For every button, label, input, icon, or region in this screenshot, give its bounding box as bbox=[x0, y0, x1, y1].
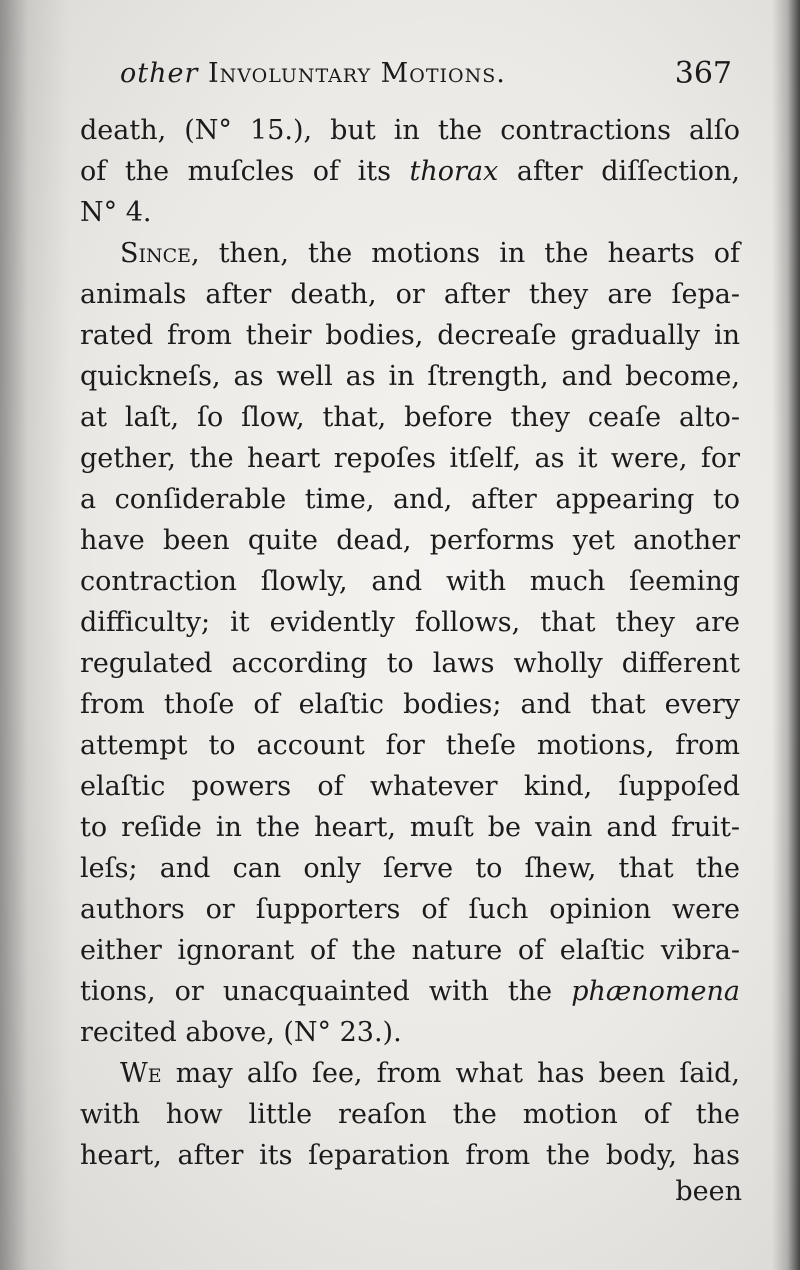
page-edge-shadow bbox=[772, 0, 800, 1270]
text-line bbox=[80, 725, 740, 766]
running-title-italic: other bbox=[120, 58, 199, 89]
text-line bbox=[80, 848, 740, 889]
text-line bbox=[80, 1135, 740, 1176]
line-text: elaſtic powers of whatever kind, ſuppoſed bbox=[80, 771, 740, 802]
line-text: leſs; and can only ſerve to ſhew, that the bbox=[80, 853, 740, 884]
line-text: attempt to account for theſe motions, from bbox=[80, 730, 740, 761]
line-text: at laſt, ſo ſlow, that, before they ceaſe alto- bbox=[80, 402, 740, 433]
italic-term: thorax bbox=[409, 156, 499, 187]
line-text: authors or ſupporters of ſuch opinion were bbox=[80, 894, 740, 925]
text-line bbox=[80, 397, 740, 438]
paragraph-opening-word: Since bbox=[120, 238, 192, 269]
line-text: a conſiderable time, and, after appearing to bbox=[80, 484, 740, 515]
text-line bbox=[80, 561, 740, 602]
line-text: , then, the motions in the hearts of bbox=[191, 238, 740, 269]
page-number: 367 bbox=[674, 56, 732, 91]
line-text: quickneſs, as well as in ſtrength, and become, bbox=[80, 361, 740, 392]
text-line bbox=[80, 192, 740, 233]
text-line bbox=[80, 233, 740, 274]
line-text: have been quite dead, performs yet another bbox=[80, 525, 740, 556]
line-text: tions, or unacquainted with the bbox=[80, 976, 572, 1007]
text-line bbox=[80, 520, 740, 561]
text-line bbox=[80, 602, 740, 643]
text-line bbox=[80, 1012, 740, 1053]
text-line bbox=[80, 110, 740, 151]
text-line bbox=[80, 1053, 740, 1094]
text-line bbox=[80, 315, 740, 356]
text-line bbox=[80, 356, 740, 397]
running-header bbox=[112, 58, 732, 98]
text-line bbox=[80, 643, 740, 684]
line-text: difficulty; it evidently follows, that they are bbox=[80, 607, 740, 638]
line-text: to reſide in the heart, muſt be vain and fruit- bbox=[80, 812, 740, 843]
running-title bbox=[120, 58, 506, 89]
line-text: animals after death, or after they are ſepa- bbox=[80, 279, 740, 310]
spine-shadow bbox=[0, 0, 70, 1270]
text-line bbox=[80, 889, 740, 930]
text-line bbox=[80, 274, 740, 315]
text-line bbox=[80, 1094, 740, 1135]
line-text: death, (N° 15.), but in the contractions alſo bbox=[80, 115, 740, 146]
line-text: recited above, (N° 23.). bbox=[80, 1017, 402, 1048]
text-line bbox=[80, 766, 740, 807]
line-text: rated from their bodies, decreaſe gradually in bbox=[80, 320, 740, 351]
catchword: been bbox=[675, 1176, 742, 1207]
line-text: may alſo ſee, from what has been ſaid, bbox=[161, 1058, 740, 1089]
line-text: N° 4. bbox=[80, 197, 152, 228]
text-line bbox=[80, 971, 740, 1012]
text-line bbox=[80, 151, 740, 192]
line-text: with how little reaſon the motion of the bbox=[80, 1099, 740, 1130]
text-line bbox=[80, 684, 740, 725]
line-text: after diſſection, bbox=[498, 156, 740, 187]
text-line bbox=[80, 807, 740, 848]
running-title-caps: Involuntary Motions. bbox=[207, 58, 506, 89]
line-text: regulated according to laws wholly different bbox=[80, 648, 740, 679]
paragraph-opening-word: We bbox=[120, 1058, 162, 1089]
text-line bbox=[80, 438, 740, 479]
line-text: of the muſcles of its bbox=[80, 156, 410, 187]
text-line bbox=[80, 930, 740, 971]
line-text: either ignorant of the nature of elaſtic vibra- bbox=[80, 935, 740, 966]
line-text: contraction ſlowly, and with much ſeeming bbox=[80, 566, 740, 597]
body-text bbox=[80, 110, 740, 1176]
text-line bbox=[80, 479, 740, 520]
italic-term: phænomena bbox=[571, 976, 740, 1007]
line-text: gether, the heart repoſes itſelf, as it were, for bbox=[80, 443, 740, 474]
line-text: heart, after its ſeparation from the body, has bbox=[80, 1140, 740, 1171]
line-text: from thoſe of elaſtic bodies; and that every bbox=[80, 689, 740, 720]
